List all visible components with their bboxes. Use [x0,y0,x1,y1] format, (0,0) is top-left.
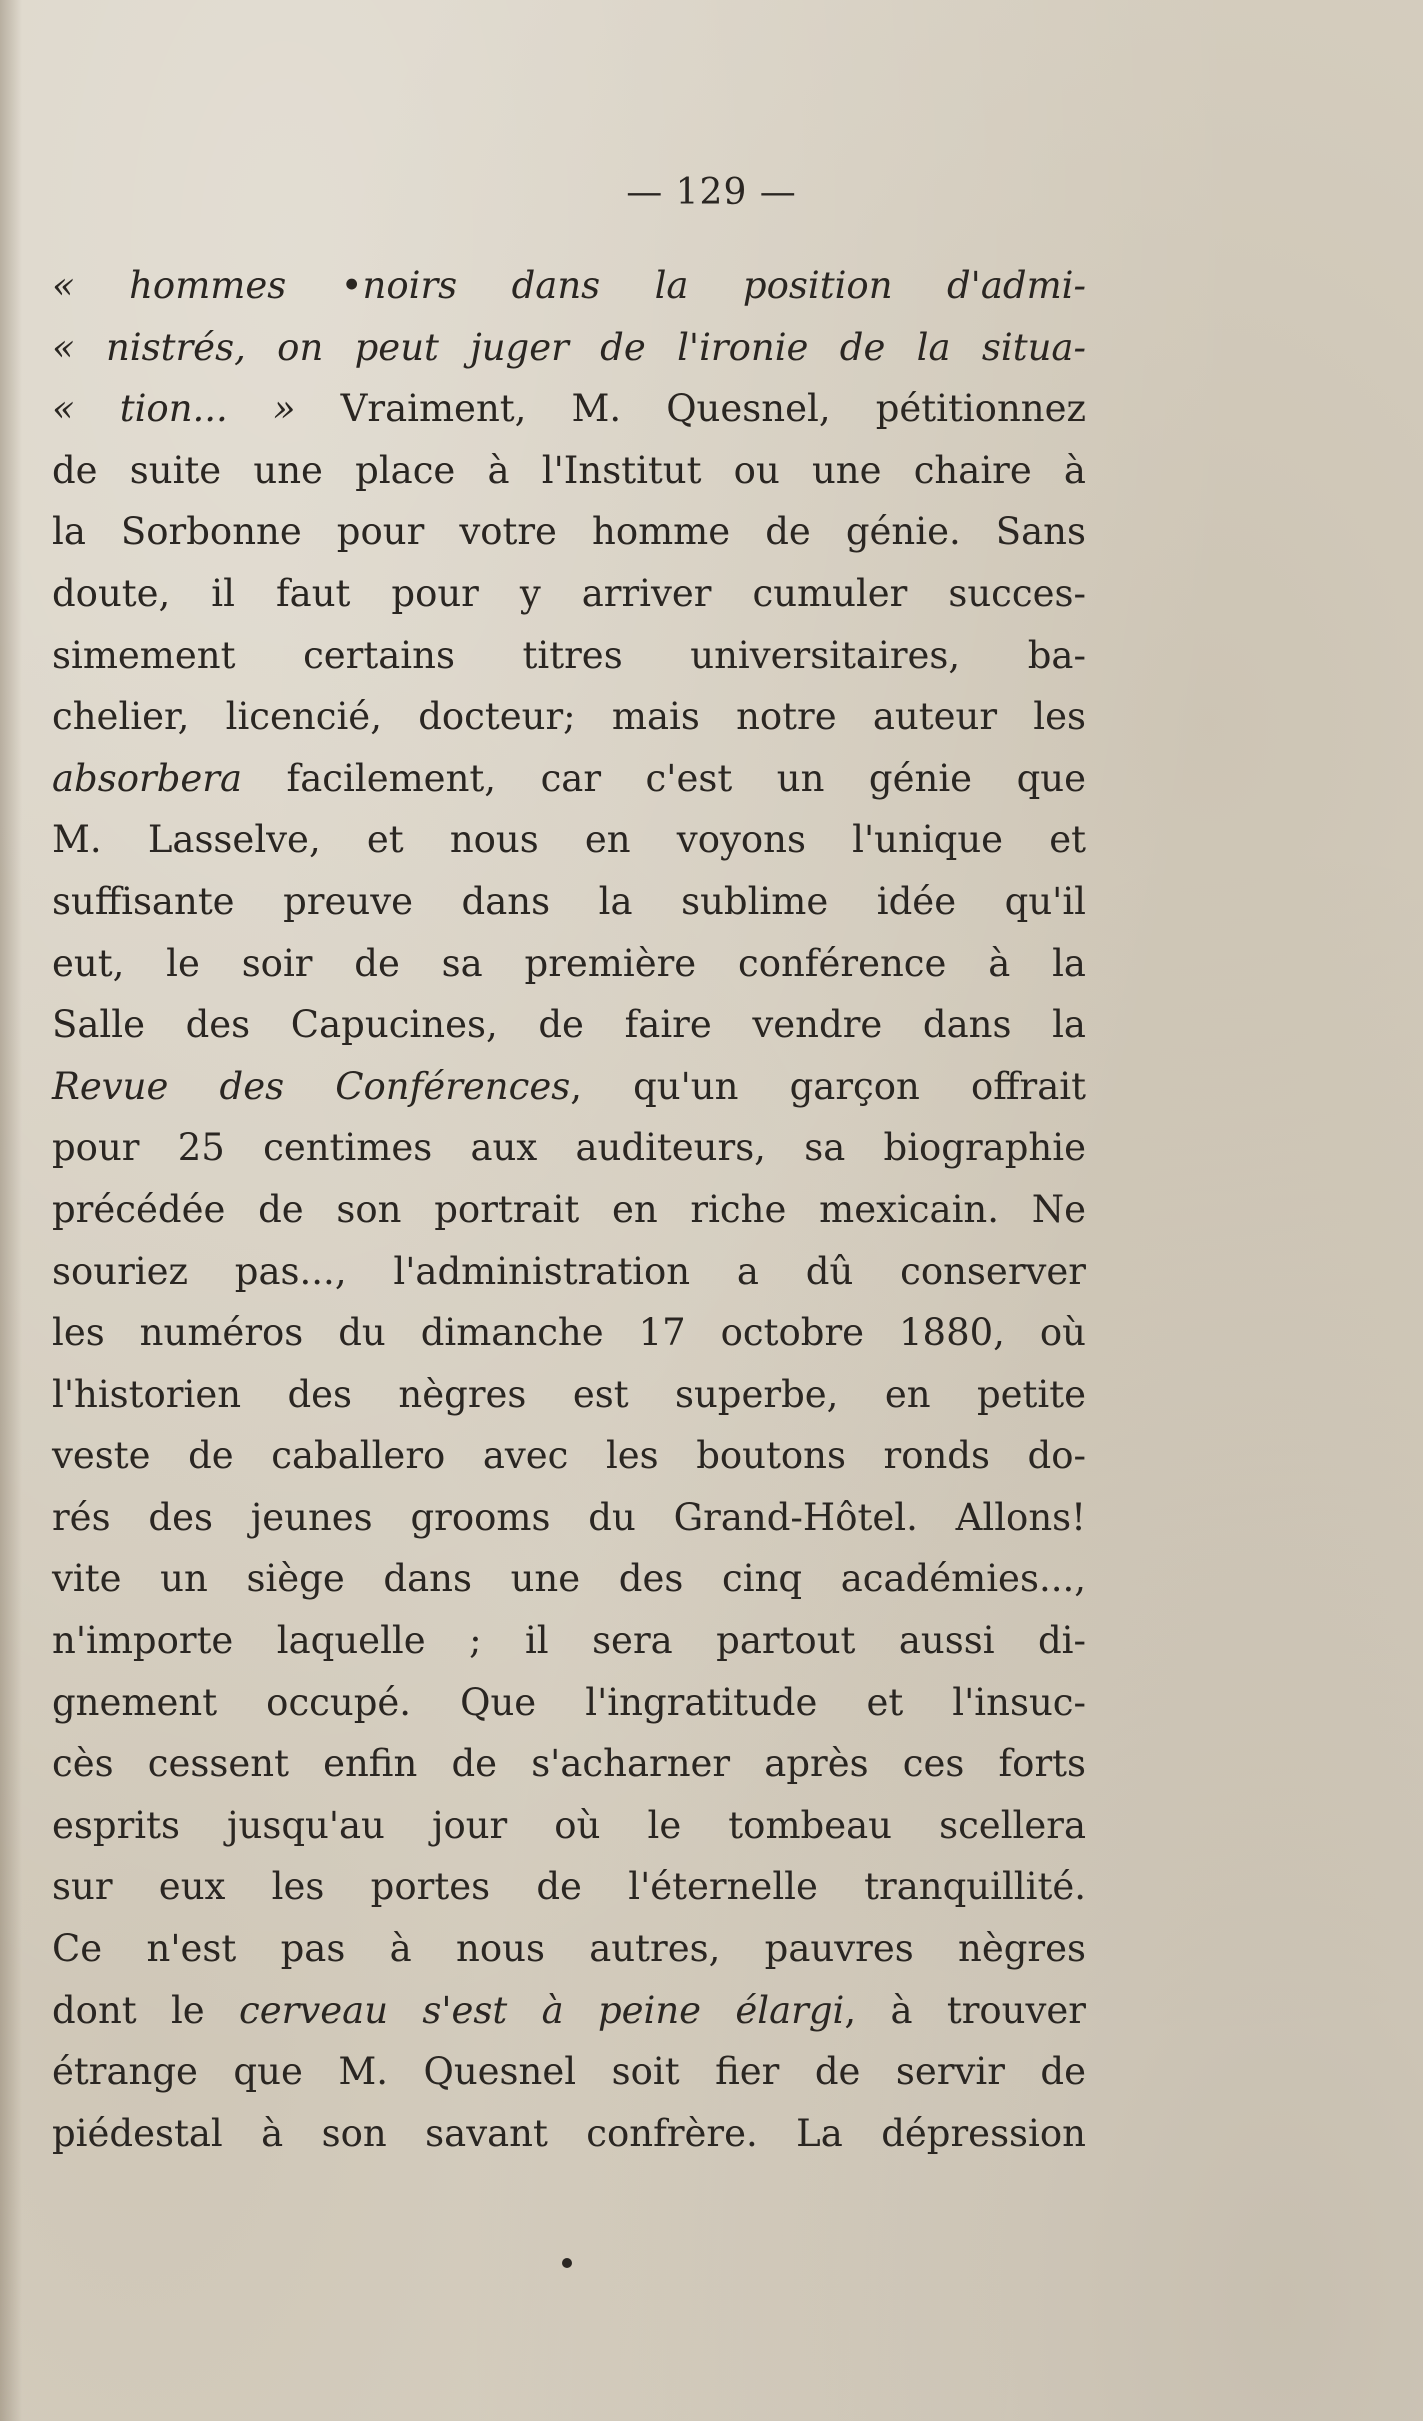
text-line [52,1487,1086,1549]
italic-text: « tion... » [52,387,341,431]
text-line [52,440,1086,502]
text-run: souriez pas..., l'administration a dû conserver [52,1249,1086,1293]
text-run: Vraiment, M. Quesnel, pétitionnez [340,387,1086,431]
text-line [52,255,1086,317]
text-line [52,2041,1086,2103]
italic-text: absorbera [52,756,243,800]
text-run: eut, le soir de sa première conférence à la [52,941,1086,985]
page-number: — 129 — [626,172,797,213]
text-line [52,1795,1086,1857]
text-run: facilement, car c'est un génie que [242,756,1086,800]
text-run: , à trouver [844,1988,1086,2032]
text-run: cès cessent enfin de s'acharner après ces forts [52,1742,1086,1786]
text-line [52,686,1086,748]
text-line [52,2103,1086,2165]
text-line [52,809,1086,871]
text-run: dont le [52,1988,240,2032]
text-line [52,1241,1086,1303]
text-run: sur eux les portes de l'éternelle tranquillité. [52,1865,1086,1909]
text-line [52,625,1086,687]
text-run: rés des jeunes grooms du Grand-Hôtel. Allons! [52,1495,1086,1539]
text-run: la Sorbonne pour votre homme de génie. Sans [52,510,1086,554]
text-run: Ce n'est pas à nous autres, pauvres nègres [52,1927,1086,1971]
text-run: pour 25 centimes aux auditeurs, sa biographie [52,1126,1086,1170]
text-line [52,1980,1086,2042]
text-run: vite un siège dans une des cinq académies..., [52,1557,1086,1601]
text-run: l'historien des nègres est superbe, en petite [52,1372,1086,1416]
text-run: gnement occupé. Que l'ingratitude et l'insuc- [52,1680,1086,1724]
text-line [52,1364,1086,1426]
italic-text: cerveau s'est à peine élargi [239,1988,845,2032]
text-run: de suite une place à l'Institut ou une chaire à [52,448,1086,492]
text-line [52,1733,1086,1795]
text-line [52,1548,1086,1610]
text-line [52,748,1086,810]
text-run: , qu'un garçon offrait [570,1064,1086,1108]
text-line [52,1672,1086,1734]
text-run: esprits jusqu'au jour où le tombeau scellera [52,1803,1086,1847]
text-line [52,1179,1086,1241]
italic-text: « hommes •noirs dans la position d'admi- [52,264,1086,307]
text-line [52,563,1086,625]
text-line [52,1117,1086,1179]
text-line [52,317,1086,379]
text-line [52,1302,1086,1364]
text-run: veste de caballero avec les boutons ronds do- [52,1434,1086,1478]
text-run: n'importe laquelle ; il sera partout aussi di- [52,1619,1086,1663]
italic-text: Revue des Conférences [52,1064,571,1108]
ink-spot [562,2258,572,2268]
text-line [52,1425,1086,1487]
text-run: suffisante preuve dans la sublime idée qu'il [52,879,1086,923]
text-run: les numéros du dimanche 17 octobre 1880, où [52,1311,1086,1355]
text-run: piédestal à son savant confrère. La dépression [52,2111,1086,2155]
page-edge-shadow [0,0,22,2421]
italic-text: « nistrés, on peut juger de l'ironie de la situa- [52,325,1086,369]
text-line [52,1610,1086,1672]
body-text [52,255,1086,2164]
text-run: chelier, licencié, docteur; mais notre auteur les [52,695,1086,739]
text-run: précédée de son portrait en riche mexicain. Ne [52,1187,1086,1231]
text-run: simement certains titres universitaires, ba- [52,633,1086,677]
text-run: étrange que M. Quesnel soit fier de servir de [52,2050,1086,2094]
text-line [52,1918,1086,1980]
text-line [52,1856,1086,1918]
text-run: M. Lasselve, et nous en voyons l'unique et [52,818,1086,862]
text-line [52,994,1086,1056]
text-run: doute, il faut pour y arriver cumuler succes- [52,571,1086,615]
text-line [52,933,1086,995]
text-line [52,871,1086,933]
text-run: Salle des Capucines, de faire vendre dans la [52,1003,1086,1047]
text-line [52,378,1086,440]
text-line [52,501,1086,563]
text-line [52,1056,1086,1118]
